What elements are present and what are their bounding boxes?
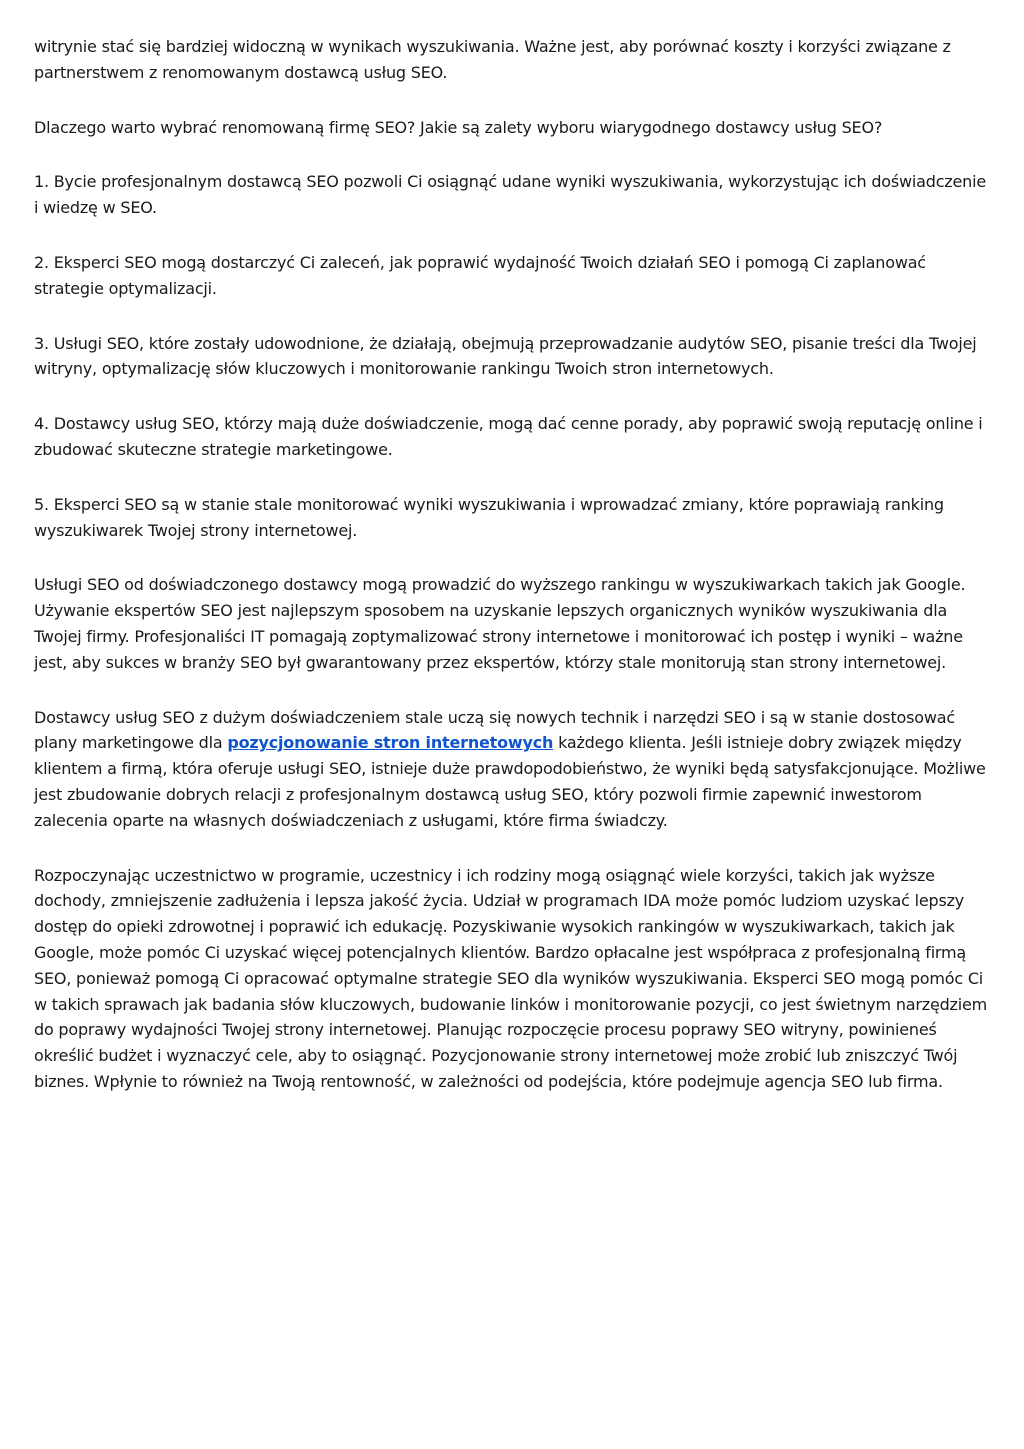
list-item-5: 5. Eksperci SEO są w stanie stale monitorować wyniki wyszukiwania i wprowadzać zmiany, które poprawiają ranking wyszukiwarek Twojej strony internetowej. bbox=[34, 494, 944, 540]
paragraph-text-before-link: Dostawcy usług SEO z dużym doświadczeniem stale uczą się nowych technik i narzędzi SEO i są w stanie dostosować plany marketingowe dla bbox=[34, 707, 955, 753]
paragraph-with-link bbox=[34, 705, 994, 834]
list-item-1: 1. Bycie profesjonalnym dostawcą SEO pozwoli Ci osiągnąć udane wyniki wyszukiwania, wykorzystując ich doświadczenie i wiedzę w SEO. bbox=[34, 172, 986, 218]
seo-link[interactable]: pozycjonowanie stron internetowych bbox=[227, 733, 554, 753]
list-item-2: 2. Eksperci SEO mogą dostarczyć Ci zaleceń, jak poprawić wydajność Twoich działań SEO i pomogą Ci zaplanować strategie optymalizacji. bbox=[34, 252, 926, 298]
paragraph-text-after-link: każdego klienta. Jeśli istnieje dobry związek między klientem a firmą, która oferuje usługi SEO, istnieje duże prawdopodobieństwo, że wyniki będą satysfakcjonujące. Możliwe jest zbudowanie dobrych relacji z profesjonalnym dostawcą usług SEO, który pozwoli firmie zapewnić inwestorom zalecenia oparte na własnych doświadczeniach z usługami, które firma świadczy. bbox=[34, 733, 986, 830]
paragraph-intro: witrynie stać się bardziej widoczną w wynikach wyszukiwania. Ważne jest, aby porównać koszty i korzyści związane z partnerstwem z renomowanym dostawcą usług SEO. bbox=[34, 37, 951, 82]
list-item-3: 3. Usługi SEO, które zostały udowodnione, że działają, obejmują przeprowadzanie audytów SEO, pisanie treści dla Twojej witryny, optymalizację słów kluczowych i monitorowanie rankingu Twoich stron internetowych. bbox=[34, 333, 977, 379]
list-item-4: 4. Dostawcy usług SEO, którzy mają duże doświadczenie, mogą dać cenne porady, aby poprawić swoją reputację online i zbudować skuteczne strategie marketingowe. bbox=[34, 414, 983, 459]
paragraph-question: Dlaczego warto wybrać renomowaną firmę SEO? Jakie są zalety wyboru wiarygodnego dostawcy usług SEO? bbox=[34, 117, 883, 137]
document-page bbox=[34, 34, 994, 1124]
paragraph-program: Rozpoczynając uczestnictwo w programie, uczestnicy i ich rodziny mogą osiągnąć wiele korzyści, takich jak wyższe dochody, zmniejszenie zadłużenia i lepsza jakość życia. Udział w programach IDA może pomóc ludziom uzyskać lepszy dostęp do opieki zdrowotnej i poprawić ich edukację. Pozyskiwanie wysokich rankingów w wyszukiwarkach, takich jak Google, może pomóc Ci uzyskać więcej potencjalnych klientów. Bardzo opłacalne jest współpraca z profesjonalną firmą SEO, ponieważ pomogą Ci opracować optymalne strategie SEO dla wyników wyszukiwania. Eksperci SEO mogą pomóc Ci w takich sprawach jak badania słów kluczowych, budowanie linków i monitorowanie pozycji, co jest świetnym narzędziem do poprawy wydajności Twojej strony internetowej. Planując rozpoczęcie procesu poprawy SEO witryny, powinieneś określić budżet i wyznaczyć cele, aby to osiągnąć. Pozycjonowanie strony internetowej może zrobić lub zniszczyć Twój biznes. Wpłynie to również na Twoją rentowność, w zależności od podejścia, które podejmuje agencja SEO lub firma. bbox=[34, 865, 988, 1091]
paragraph-experienced-provider: Usługi SEO od doświadczonego dostawcy mogą prowadzić do wyższego rankingu w wyszukiwarkach takich jak Google. Używanie ekspertów SEO jest najlepszym sposobem na uzyskanie lepszych organicznych wyników wyszukiwania dla Twojej firmy. Profesjonaliści IT pomagają zoptymalizować strony internetowe i monitorować ich postęp i wyniki – ważne jest, aby sukces w branży SEO był gwarantowany przez ekspertów, którzy stale monitorują stan strony internetowej. bbox=[34, 575, 966, 672]
